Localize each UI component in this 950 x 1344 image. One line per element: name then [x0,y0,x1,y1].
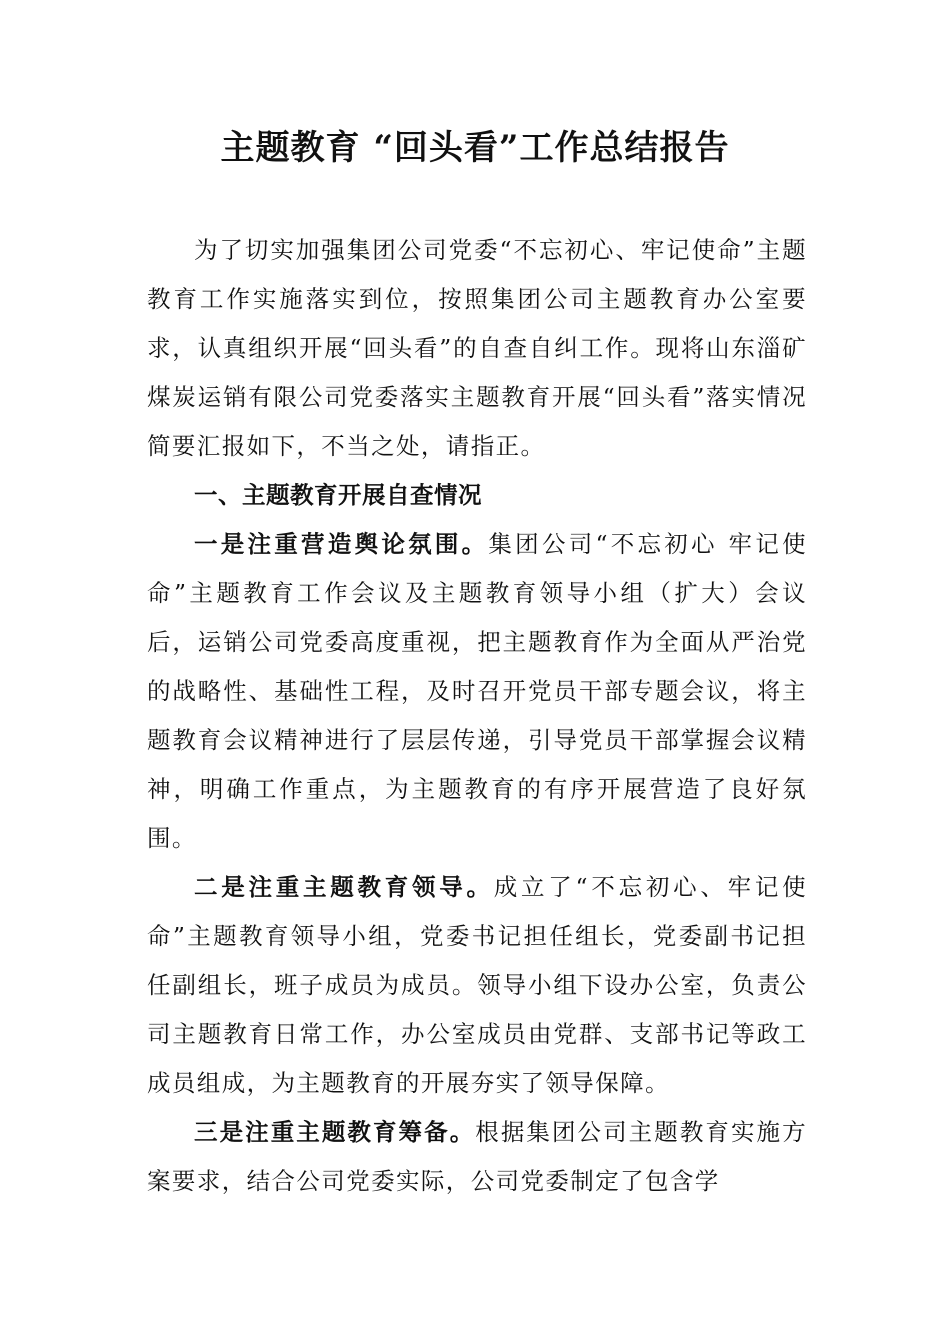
item-lead-1: 一是注重营造舆论氛围。 [194,530,489,558]
item-paragraph-1 [147,520,807,863]
item-text-3: 根据集团公司主题教育实施方案要求，结合公司党委实际，公司党委制定了包含学 [147,1118,807,1195]
item-text-1: 集团公司“不忘初心 牢记使命”主题教育工作会议及主题教育领导小组（扩大）会议后，运销公司党委高度重视，把主题教育作为全面从严治党的战略性、基础性工程，及时召开党员干部专题会议，将主题教育会议精神进行了层层传递，引导党员干部掌握会议精神，明确工作重点，为主题教育的有序开展营造了良好氛围。 [147,530,807,852]
section-heading-1: 一、主题教育开展自查情况 [194,481,482,509]
item-paragraph-2 [147,863,807,1108]
item-lead-3: 三是注重主题教育筹备。 [194,1118,476,1146]
document-title: 主题教育 “回头看”工作总结报告 [220,128,730,168]
item-text-2: 成立了“不忘初心、牢记使命”主题教育领导小组，党委书记担任组长，党委副书记担任副组长，班子成员为成员。领导小组下设办公室，负责公司主题教育日常工作，办公室成员由党群、支部书记等政工成员组成，为主题教育的开展夯实了领导保障。 [147,873,807,1097]
item-lead-2: 二是注重主题教育领导。 [194,873,494,901]
document-body [147,226,807,1206]
item-paragraph-3 [147,1108,807,1206]
intro-paragraph: 为了切实加强集团公司党委“不忘初心、牢记使命”主题教育工作实施落实到位，按照集团公司主题教育办公室要求，认真组织开展“回头看”的自查自纠工作。现将山东淄矿煤炭运销有限公司党委落实主题教育开展“回头看”落实情况简要汇报如下，不当之处，请指正。 [147,236,807,460]
